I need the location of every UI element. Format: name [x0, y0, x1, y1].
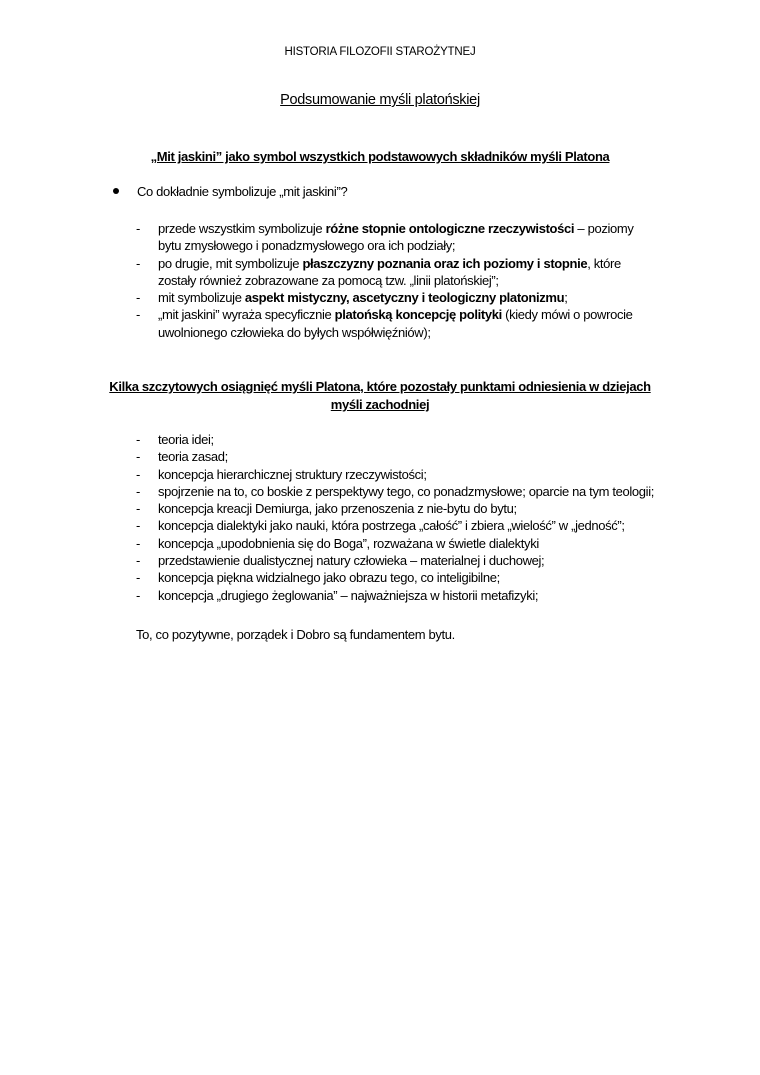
- section1-list: [136, 220, 656, 341]
- list-item: - koncepcja „drugiego żeglowania” – najważniejsza w historii metafizyki;: [136, 587, 539, 603]
- dash-icon: -: [136, 535, 140, 551]
- list-item: - teoria idei;: [136, 432, 214, 447]
- dash-icon: -: [136, 221, 140, 236]
- dash-icon: -: [136, 553, 140, 569]
- dash-icon: -: [136, 587, 140, 603]
- dash-icon: -: [136, 307, 140, 323]
- dash-icon: -: [136, 449, 140, 465]
- dash-icon: -: [136, 466, 140, 482]
- page-header: HISTORIA FILOZOFII STAROŻYTNEJ: [284, 46, 476, 58]
- dash-icon: -: [136, 290, 140, 306]
- closing-statement: To, co pozytywne, porządek i Dobro są fundamentem bytu.: [136, 627, 455, 642]
- dash-icon: -: [136, 501, 140, 517]
- section1-heading: „Mit jaskini” jako symbol wszystkich podstawowych składników myśli Platona: [150, 149, 610, 164]
- dash-icon: -: [136, 518, 140, 534]
- dash-icon: -: [136, 432, 140, 447]
- section2-heading-line2: myśli zachodniej: [330, 397, 430, 412]
- dash-icon: -: [136, 483, 140, 499]
- list-item: - „mit jaskini” wyraża specyficznie platońską koncepcję polityki (kiedy mówi o powrocie uwolnionego człowieka do byłych współwięźniów);: [136, 307, 633, 340]
- list-item: - koncepcja „upodobnienia się do Boga”, rozważana w świetle dialektyki: [136, 535, 539, 551]
- list-item: - przede wszystkim symbolizuje różne stopnie ontologiczne rzeczywistości – poziomy bytu zmysłowego i ponadzmysłowego ora ich podziały;: [136, 221, 634, 254]
- bullet-question-text: Co dokładnie symbolizuje „mit jaskini”?: [137, 184, 348, 199]
- list-item: - po drugie, mit symbolizuje płaszczyzny poznania oraz ich poziomy i stopnie, które zostały również zobrazowane za pomocą tzw. „linii platońskiej”;: [136, 255, 621, 288]
- list-item: - przedstawienie dualistycznej natury człowieka – materialnej i duchowej;: [136, 553, 545, 569]
- list-item: - koncepcja piękna widzialnego jako obrazu tego, co inteligibilne;: [136, 570, 500, 586]
- list-item: - mit symbolizuje aspekt mistyczny, ascetyczny i teologiczny platonizmu;: [136, 290, 568, 306]
- dash-icon: -: [136, 570, 140, 586]
- bullet-icon: [113, 188, 119, 194]
- document-title: Podsumowanie myśli platońskiej: [280, 92, 480, 108]
- list-item: - koncepcja kreacji Demiurga, jako przenoszenia z nie-bytu do bytu;: [136, 501, 517, 517]
- list-item: - spojrzenie na to, co boskie z perspektywy tego, co ponadzmysłowe; oparcie na tym teologii;: [136, 483, 654, 499]
- section2-heading: [80, 378, 680, 414]
- list-item: - koncepcja hierarchicznej struktury rzeczywistości;: [136, 466, 427, 482]
- list-item: - koncepcja dialektyki jako nauki, która postrzega „całość” i zbiera „wielość” w „jedność”;: [136, 518, 625, 534]
- section2-list: [136, 431, 736, 604]
- section2-heading-line1: Kilka szczytowych osiągnięć myśli Platona, które pozostały punktami odniesienia w dziejach: [109, 379, 651, 394]
- dash-icon: -: [136, 255, 140, 271]
- list-item: - teoria zasad;: [136, 449, 228, 465]
